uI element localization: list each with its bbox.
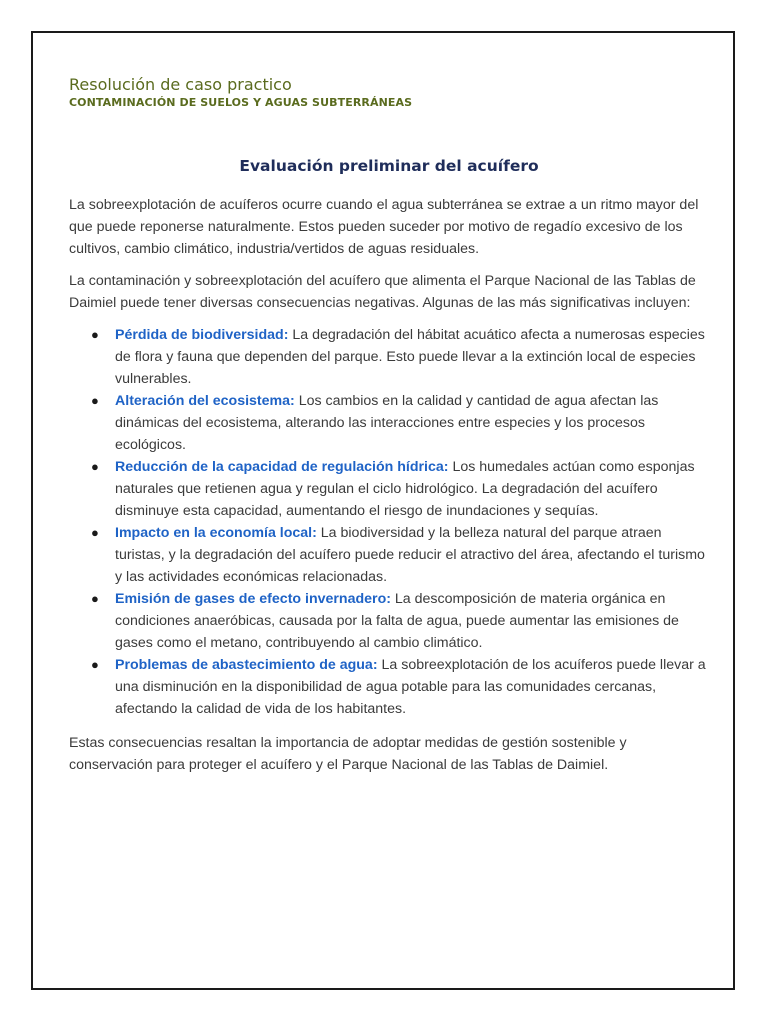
document-subtitle: CONTAMINACIÓN DE SUELOS Y AGUAS SUBTERRÁNEAS — [69, 96, 413, 109]
list-item — [69, 456, 709, 522]
list-item-term: Pérdida de biodiversidad: — [115, 327, 289, 343]
list-item-text: Los humedales actúan como esponjas naturales que retienen agua y regulan el ciclo hidrológico. La degradación del acuífero disminuye esta capacidad, aumentando el riesgo de inundaciones y sequías. — [115, 459, 695, 519]
consequences-list — [69, 324, 709, 720]
list-item — [69, 324, 709, 390]
list-item — [69, 654, 709, 720]
list-item — [69, 588, 709, 654]
list-item-term: Reducción de la capacidad de regulación hídrica: — [115, 459, 449, 475]
list-item-text: La sobreexplotación de los acuíferos puede llevar a una disminución en la disponibilidad de agua potable para las comunidades cercanas, afectando la calidad de vida de los habitantes. — [115, 657, 706, 717]
section-heading: Evaluación preliminar del acuífero — [239, 157, 539, 175]
document-title: Resolución de caso practico — [69, 75, 292, 94]
list-item-term: Impacto en la economía local: — [115, 525, 317, 541]
list-item-text: La biodiversidad y la belleza natural del parque atraen turistas, y la degradación del acuífero puede reducir el atractivo del área, afectando el turismo y las actividades económicas relacionadas. — [115, 525, 705, 585]
bullet-icon: ● — [91, 525, 99, 540]
list-item-text: La degradación del hábitat acuático afecta a numerosas especies de flora y fauna que dependen del parque. Esto puede llevar a la extinción local de especies vulnerables. — [115, 327, 705, 387]
list-item — [69, 522, 709, 588]
context-paragraph: La contaminación y sobreexplotación del acuífero que alimenta el Parque Nacional de las Tablas de Daimiel puede tener diversas consecuencias negativas. Algunas de las más significativas incluyen: — [69, 273, 696, 311]
list-item-text: La descomposición de materia orgánica en condiciones anaeróbicas, causada por la falta de agua, puede aumentar las emisiones de gases como el metano, contribuyendo al cambio climático. — [115, 591, 679, 651]
closing-paragraph: Estas consecuencias resaltan la importancia de adoptar medidas de gestión sostenible y conservación para proteger el acuífero y el Parque Nacional de las Tablas de Daimiel. — [69, 735, 627, 773]
list-item — [69, 390, 709, 456]
list-item-term: Problemas de abastecimiento de agua: — [115, 657, 378, 673]
bullet-icon: ● — [91, 657, 99, 672]
document-page — [31, 31, 735, 990]
bullet-icon: ● — [91, 327, 99, 342]
list-item-term: Emisión de gases de efecto invernadero: — [115, 591, 391, 607]
document-content — [69, 75, 709, 776]
list-item-term: Alteración del ecosistema: — [115, 393, 295, 409]
bullet-icon: ● — [91, 459, 99, 474]
intro-paragraph: La sobreexplotación de acuíferos ocurre cuando el agua subterránea se extrae a un ritmo mayor del que puede reponerse naturalmente. Estos pueden suceder por motivo de regadío excesivo de los cultivos, cambio climático, industria/vertidos de aguas residuales. — [69, 197, 699, 257]
bullet-icon: ● — [91, 591, 99, 606]
list-item-text: Los cambios en la calidad y cantidad de agua afectan las dinámicas del ecosistema, alterando las interacciones entre especies y los procesos ecológicos. — [115, 393, 659, 453]
bullet-icon: ● — [91, 393, 99, 408]
